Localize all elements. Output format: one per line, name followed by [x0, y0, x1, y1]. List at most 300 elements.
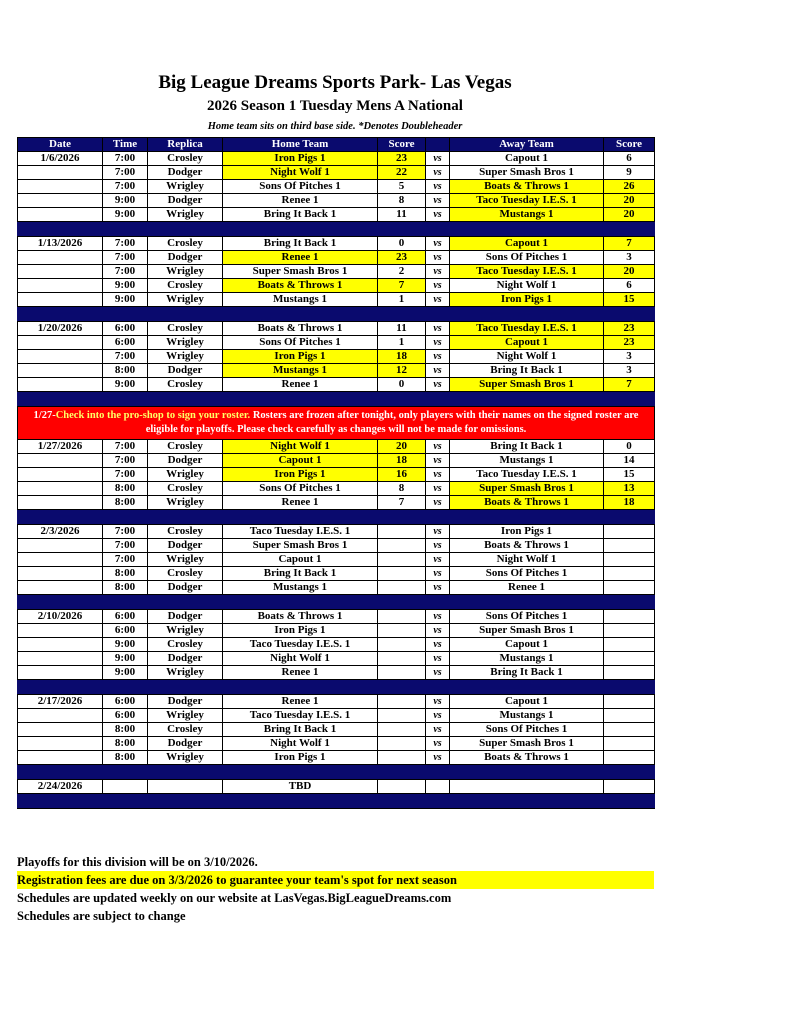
table-row [18, 496, 655, 510]
away-score: 14 [604, 454, 655, 468]
away-score [604, 581, 655, 595]
away-team: Night Wolf 1 [450, 553, 604, 567]
table-header-row [18, 138, 655, 152]
separator-cell [604, 222, 655, 237]
game-field: Dodger [148, 251, 223, 265]
home-score: 2 [378, 265, 426, 279]
away-team: Taco Tuesday I.E.S. 1 [450, 468, 604, 482]
away-team: Night Wolf 1 [450, 350, 604, 364]
home-team: Boats & Throws 1 [223, 279, 378, 293]
vs-label: vs [426, 709, 450, 723]
game-time: 8:00 [103, 482, 148, 496]
game-date [18, 737, 103, 751]
vs-label: vs [426, 194, 450, 208]
table-row [18, 322, 655, 336]
game-time: 7:00 [103, 180, 148, 194]
away-score [604, 709, 655, 723]
roster-notice [18, 407, 655, 440]
separator-cell [450, 595, 604, 610]
week-separator [18, 222, 655, 237]
table-row [18, 709, 655, 723]
home-score: 8 [378, 482, 426, 496]
away-score: 7 [604, 378, 655, 392]
game-time: 8:00 [103, 496, 148, 510]
separator-cell [223, 222, 378, 237]
game-time: 7:00 [103, 539, 148, 553]
away-team: Super Smash Bros 1 [450, 378, 604, 392]
away-score: 6 [604, 279, 655, 293]
game-field: Dodger [148, 652, 223, 666]
home-team: Mustangs 1 [223, 581, 378, 595]
separator-cell [18, 222, 103, 237]
table-row [18, 208, 655, 222]
col-date: Date [18, 138, 103, 152]
away-score: 7 [604, 237, 655, 251]
table-row [18, 279, 655, 293]
game-field: Crosley [148, 482, 223, 496]
home-team: TBD [223, 780, 378, 794]
away-score: 18 [604, 496, 655, 510]
away-score: 20 [604, 208, 655, 222]
table-row [18, 152, 655, 166]
table-row [18, 581, 655, 595]
table-row [18, 454, 655, 468]
vs-label: vs [426, 581, 450, 595]
vs-label: vs [426, 454, 450, 468]
separator-cell [378, 510, 426, 525]
home-score: 5 [378, 180, 426, 194]
home-score: 1 [378, 293, 426, 307]
game-field: Wrigley [148, 666, 223, 680]
away-team: Bring It Back 1 [450, 364, 604, 378]
week-separator [18, 680, 655, 695]
vs-label: vs [426, 610, 450, 624]
game-time: 8:00 [103, 723, 148, 737]
footer-website: Schedules are updated weekly on our website at LasVegas.BigLeagueDreams.com [17, 891, 452, 905]
home-score [378, 751, 426, 765]
game-field: Crosley [148, 279, 223, 293]
game-date [18, 567, 103, 581]
away-score [604, 695, 655, 709]
game-time: 6:00 [103, 624, 148, 638]
table-row [18, 610, 655, 624]
game-time: 9:00 [103, 293, 148, 307]
separator-cell [223, 595, 378, 610]
vs-label: vs [426, 440, 450, 454]
separator-cell [604, 392, 655, 407]
game-field: Dodger [148, 695, 223, 709]
vs-label: vs [426, 364, 450, 378]
notice-prefix: 1/27- [33, 410, 56, 421]
week-separator [18, 595, 655, 610]
game-field: Crosley [148, 322, 223, 336]
vs-label: vs [426, 152, 450, 166]
table-row [18, 525, 655, 539]
table-row [18, 652, 655, 666]
home-score: 7 [378, 279, 426, 293]
table-row [18, 336, 655, 350]
home-team: Renee 1 [223, 666, 378, 680]
vs-label: vs [426, 293, 450, 307]
col-home-team: Home Team [223, 138, 378, 152]
separator-cell [148, 307, 223, 322]
game-date: 2/10/2026 [18, 610, 103, 624]
separator-cell [426, 765, 450, 780]
home-score [378, 539, 426, 553]
game-time: 6:00 [103, 336, 148, 350]
game-time: 7:00 [103, 525, 148, 539]
away-team: Sons Of Pitches 1 [450, 610, 604, 624]
game-time: 7:00 [103, 237, 148, 251]
home-team: Mustangs 1 [223, 364, 378, 378]
game-date [18, 180, 103, 194]
page-title: Big League Dreams Sports Park- Las Vegas [158, 72, 512, 93]
game-date [18, 166, 103, 180]
home-team: Super Smash Bros 1 [223, 265, 378, 279]
separator-cell [450, 794, 604, 809]
separator-cell [426, 510, 450, 525]
game-field: Crosley [148, 567, 223, 581]
game-field: Crosley [148, 723, 223, 737]
home-score [378, 723, 426, 737]
home-team: Bring It Back 1 [223, 237, 378, 251]
game-field: Wrigley [148, 624, 223, 638]
separator-cell [426, 794, 450, 809]
vs-label: vs [426, 180, 450, 194]
home-team: Iron Pigs 1 [223, 152, 378, 166]
separator-cell [148, 510, 223, 525]
game-field: Wrigley [148, 180, 223, 194]
home-score [378, 581, 426, 595]
home-team: Iron Pigs 1 [223, 751, 378, 765]
game-field: Dodger [148, 454, 223, 468]
table-row [18, 265, 655, 279]
game-field: Dodger [148, 737, 223, 751]
home-score [378, 525, 426, 539]
separator-cell [604, 510, 655, 525]
game-date [18, 454, 103, 468]
home-score: 0 [378, 237, 426, 251]
col-home-score: Score [378, 138, 426, 152]
week-separator [18, 392, 655, 407]
home-score: 16 [378, 468, 426, 482]
away-score [604, 638, 655, 652]
footer-registration: Registration fees are due on 3/3/2026 to guarantee your team's spot for next season [17, 871, 654, 889]
home-team: Boats & Throws 1 [223, 322, 378, 336]
game-date [18, 251, 103, 265]
game-time: 9:00 [103, 652, 148, 666]
separator-cell [148, 680, 223, 695]
away-team: Renee 1 [450, 581, 604, 595]
home-score [378, 553, 426, 567]
home-score [378, 709, 426, 723]
home-team: Sons Of Pitches 1 [223, 482, 378, 496]
home-team: Night Wolf 1 [223, 166, 378, 180]
away-score: 23 [604, 322, 655, 336]
home-score: 12 [378, 364, 426, 378]
table-row [18, 293, 655, 307]
table-row [18, 237, 655, 251]
vs-label: vs [426, 652, 450, 666]
game-date [18, 364, 103, 378]
table-row [18, 751, 655, 765]
game-date [18, 496, 103, 510]
home-score: 18 [378, 454, 426, 468]
away-team: Taco Tuesday I.E.S. 1 [450, 322, 604, 336]
game-field: Wrigley [148, 293, 223, 307]
separator-cell [378, 222, 426, 237]
home-score [378, 780, 426, 794]
separator-cell [18, 392, 103, 407]
week-separator [18, 307, 655, 322]
separator-cell [378, 307, 426, 322]
week-separator [18, 794, 655, 809]
home-team: Boats & Throws 1 [223, 610, 378, 624]
separator-cell [148, 765, 223, 780]
table-row [18, 567, 655, 581]
away-team: Boats & Throws 1 [450, 539, 604, 553]
away-team: Super Smash Bros 1 [450, 166, 604, 180]
vs-label: vs [426, 336, 450, 350]
table-row [18, 539, 655, 553]
separator-cell [223, 392, 378, 407]
vs-label: vs [426, 496, 450, 510]
away-team: Bring It Back 1 [450, 440, 604, 454]
col-replica: Replica [148, 138, 223, 152]
table-row [18, 251, 655, 265]
away-score [604, 723, 655, 737]
game-time: 7:00 [103, 440, 148, 454]
game-field: Crosley [148, 440, 223, 454]
home-team: Night Wolf 1 [223, 440, 378, 454]
home-team: Capout 1 [223, 553, 378, 567]
separator-cell [450, 510, 604, 525]
game-field: Wrigley [148, 751, 223, 765]
home-score [378, 737, 426, 751]
away-team: Sons Of Pitches 1 [450, 567, 604, 581]
separator-cell [378, 765, 426, 780]
game-date: 1/13/2026 [18, 237, 103, 251]
game-date [18, 553, 103, 567]
home-score [378, 610, 426, 624]
separator-cell [604, 595, 655, 610]
game-date: 1/20/2026 [18, 322, 103, 336]
table-row [18, 166, 655, 180]
home-score [378, 567, 426, 581]
home-team: Bring It Back 1 [223, 208, 378, 222]
home-score: 23 [378, 152, 426, 166]
away-score: 15 [604, 293, 655, 307]
page-subtitle: 2026 Season 1 Tuesday Mens A National [207, 98, 463, 114]
game-time: 9:00 [103, 666, 148, 680]
away-team [450, 780, 604, 794]
home-score [378, 638, 426, 652]
away-team: Capout 1 [450, 638, 604, 652]
game-time: 8:00 [103, 364, 148, 378]
game-time: 7:00 [103, 265, 148, 279]
game-time: 6:00 [103, 709, 148, 723]
home-score [378, 695, 426, 709]
vs-label: vs [426, 378, 450, 392]
vs-label: vs [426, 723, 450, 737]
vs-label [426, 780, 450, 794]
game-date [18, 638, 103, 652]
home-team: Night Wolf 1 [223, 652, 378, 666]
away-team: Boats & Throws 1 [450, 496, 604, 510]
home-score: 7 [378, 496, 426, 510]
separator-cell [378, 680, 426, 695]
schedule-table [17, 137, 655, 809]
table-row [18, 378, 655, 392]
separator-cell [18, 680, 103, 695]
separator-cell [18, 595, 103, 610]
home-team: Mustangs 1 [223, 293, 378, 307]
game-field: Dodger [148, 166, 223, 180]
schedule-body [18, 152, 655, 809]
col-time: Time [103, 138, 148, 152]
separator-cell [426, 595, 450, 610]
away-team: Sons Of Pitches 1 [450, 723, 604, 737]
table-row [18, 440, 655, 454]
away-score: 20 [604, 265, 655, 279]
separator-cell [604, 307, 655, 322]
game-time: 7:00 [103, 166, 148, 180]
game-field: Wrigley [148, 265, 223, 279]
game-date [18, 709, 103, 723]
separator-cell [18, 765, 103, 780]
separator-cell [450, 222, 604, 237]
game-time: 7:00 [103, 454, 148, 468]
table-row [18, 194, 655, 208]
game-field: Dodger [148, 581, 223, 595]
away-score [604, 624, 655, 638]
home-team: Iron Pigs 1 [223, 350, 378, 364]
away-team: Sons Of Pitches 1 [450, 251, 604, 265]
game-date: 2/24/2026 [18, 780, 103, 794]
separator-cell [223, 794, 378, 809]
game-field: Crosley [148, 237, 223, 251]
away-team: Mustangs 1 [450, 652, 604, 666]
away-score [604, 780, 655, 794]
game-date: 2/3/2026 [18, 525, 103, 539]
separator-cell [378, 392, 426, 407]
separator-cell [148, 595, 223, 610]
home-team: Taco Tuesday I.E.S. 1 [223, 525, 378, 539]
game-date [18, 482, 103, 496]
home-score: 23 [378, 251, 426, 265]
home-team: Bring It Back 1 [223, 567, 378, 581]
separator-cell [604, 794, 655, 809]
vs-label: vs [426, 208, 450, 222]
game-time: 7:00 [103, 468, 148, 482]
away-team: Mustangs 1 [450, 208, 604, 222]
table-row [18, 350, 655, 364]
separator-cell [223, 307, 378, 322]
away-score [604, 525, 655, 539]
separator-cell [103, 765, 148, 780]
vs-label: vs [426, 737, 450, 751]
roster-notice-row [18, 407, 655, 440]
game-time: 9:00 [103, 279, 148, 293]
separator-cell [148, 794, 223, 809]
game-time: 6:00 [103, 695, 148, 709]
game-time: 9:00 [103, 378, 148, 392]
table-row [18, 666, 655, 680]
away-score: 26 [604, 180, 655, 194]
away-team: Mustangs 1 [450, 454, 604, 468]
game-field: Wrigley [148, 468, 223, 482]
away-score [604, 610, 655, 624]
separator-cell [426, 680, 450, 695]
home-team: Iron Pigs 1 [223, 468, 378, 482]
game-date: 2/17/2026 [18, 695, 103, 709]
game-field: Dodger [148, 194, 223, 208]
vs-label: vs [426, 525, 450, 539]
home-team: Taco Tuesday I.E.S. 1 [223, 638, 378, 652]
separator-cell [103, 392, 148, 407]
game-time: 9:00 [103, 194, 148, 208]
table-row [18, 364, 655, 378]
table-row [18, 553, 655, 567]
home-team: Sons Of Pitches 1 [223, 336, 378, 350]
away-team: Night Wolf 1 [450, 279, 604, 293]
game-time: 9:00 [103, 638, 148, 652]
home-score: 8 [378, 194, 426, 208]
away-team: Boats & Throws 1 [450, 751, 604, 765]
game-time: 9:00 [103, 208, 148, 222]
away-team: Taco Tuesday I.E.S. 1 [450, 194, 604, 208]
game-field: Wrigley [148, 553, 223, 567]
home-score: 20 [378, 440, 426, 454]
game-date [18, 350, 103, 364]
game-time: 8:00 [103, 737, 148, 751]
away-score: 3 [604, 251, 655, 265]
vs-label: vs [426, 166, 450, 180]
vs-label: vs [426, 265, 450, 279]
vs-label: vs [426, 482, 450, 496]
home-team: Sons Of Pitches 1 [223, 180, 378, 194]
vs-label: vs [426, 624, 450, 638]
separator-cell [18, 307, 103, 322]
game-time: 7:00 [103, 553, 148, 567]
home-score: 22 [378, 166, 426, 180]
game-field: Wrigley [148, 709, 223, 723]
vs-label: vs [426, 251, 450, 265]
away-team: Capout 1 [450, 695, 604, 709]
home-team: Taco Tuesday I.E.S. 1 [223, 709, 378, 723]
separator-cell [103, 794, 148, 809]
notice-highlight: Check into the pro-shop to sign your roster. [55, 410, 251, 421]
table-row [18, 695, 655, 709]
table-row [18, 780, 655, 794]
game-date [18, 293, 103, 307]
away-score [604, 737, 655, 751]
game-field: Wrigley [148, 336, 223, 350]
home-team: Renee 1 [223, 194, 378, 208]
game-time: 7:00 [103, 350, 148, 364]
separator-cell [450, 307, 604, 322]
game-time: 7:00 [103, 152, 148, 166]
game-field: Dodger [148, 610, 223, 624]
vs-label: vs [426, 279, 450, 293]
game-field: Crosley [148, 525, 223, 539]
col-away-score: Score [604, 138, 655, 152]
separator-cell [426, 222, 450, 237]
game-field: Dodger [148, 539, 223, 553]
game-date [18, 265, 103, 279]
game-date [18, 624, 103, 638]
home-team: Capout 1 [223, 454, 378, 468]
